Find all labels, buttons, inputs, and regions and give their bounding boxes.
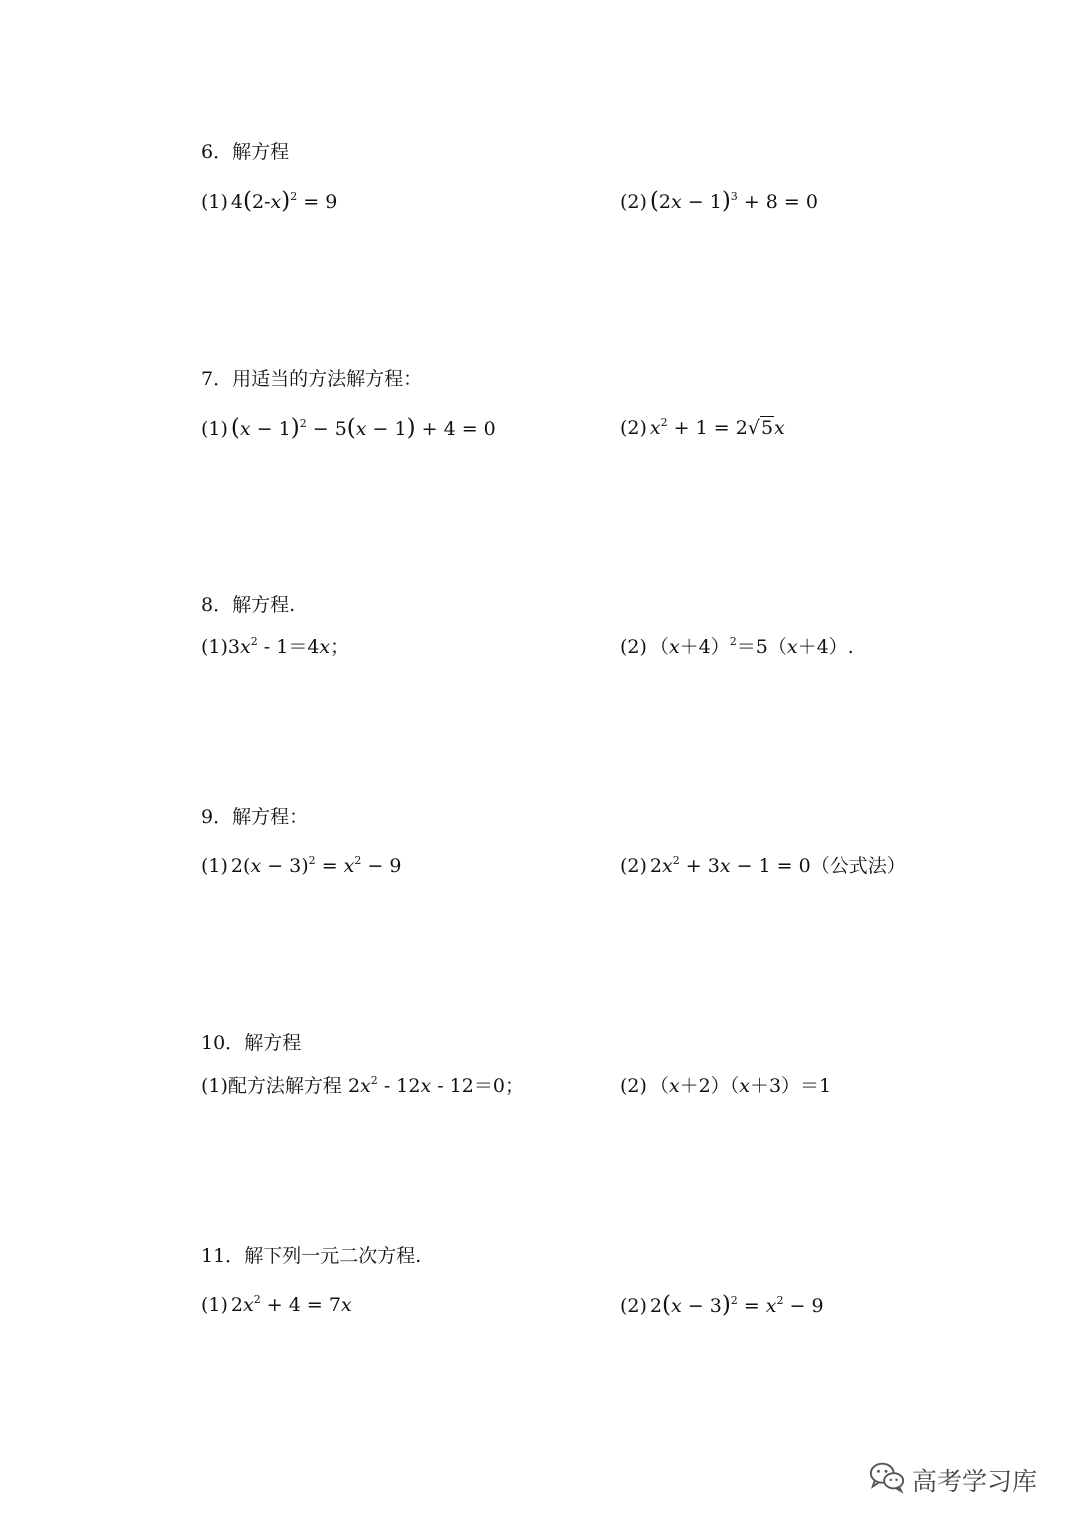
question-9-part-1: (1) $2(x - 3)^2 = x^2 - 9$ — [201, 854, 402, 877]
question-10-part-1: (1)配方法解方程 $2x^2 - 12x - 12=0$； — [201, 1074, 524, 1097]
question-7-part-2: (2) $x^2 + 1 = 2√5x$ — [620, 416, 785, 439]
question-11-title: 11．解下列一元二次方程. — [201, 1245, 422, 1267]
question-8-title: 8．解方程. — [201, 594, 296, 616]
question-11-part-2: (2) $2(x - 3)^2 = x^2 - 9$ — [620, 1292, 824, 1318]
question-7-title: 7．用适当的方法解方程： — [201, 368, 423, 390]
question-6-title: 6．解方程 — [201, 141, 290, 163]
question-11-part-1: (1) $2x^2 + 4 = 7x$ — [201, 1293, 352, 1316]
question-6-part-1: (1) $4(2-x)^2 = 9$ — [201, 188, 338, 214]
wechat-icon — [868, 1460, 906, 1500]
question-9-title: 9．解方程： — [201, 806, 309, 828]
question-6-part-2: (2) $(2x - 1)^3 + 8 = 0$ — [620, 188, 818, 214]
question-9-part-2: (2) $2x^2 + 3x - 1 = 0$（公式法） — [620, 854, 906, 877]
watermark — [868, 1460, 1037, 1500]
question-8-part-2: (2) $(x+4)^2=5(x+4)$. — [620, 635, 854, 658]
question-8-part-1: $(1)3x^2 - 1=4x$； — [201, 635, 350, 658]
question-10-title: 10．解方程 — [201, 1032, 302, 1054]
question-10-part-2: (2) （x＋2）（x＋3）＝1 — [620, 1075, 832, 1097]
question-7-part-1: (1) $(x - 1)^2 - 5(x - 1) + 4 = 0$ — [201, 415, 496, 441]
watermark-text: 高考学习库 — [912, 1467, 1038, 1496]
